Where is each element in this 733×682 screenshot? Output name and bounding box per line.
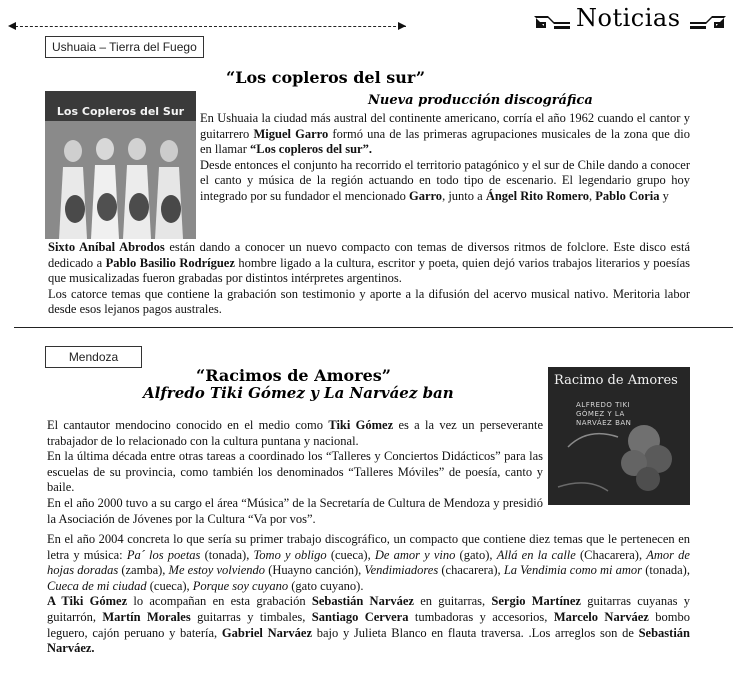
- article-paragraph: Sixto Aníbal Abrodos están dando a conocer un nuevo compacto con temas de diversos ritmos de folclore. Este disco está dedicado a Pablo Basilio Rodríguez hombre ligado a la cultura, escritor y poeta, quien dejó varios trabajos literarios y poesías que musicalizadas fueron grabadas por distintos intérpretes argentinos.: [48, 240, 691, 286]
- album-cover-title: Racimo de Amores: [554, 373, 678, 388]
- article-paragraph: Desde entonces el conjunto ha recorrido el territorio patagónico y el sur de Chile dando a conocer el canto y música de la región actuando en todo tipo de escenario. El legendario grupo hoy integrado por su fundador el mencionado Garro, junto a Ángel Rito Romero, Pablo Coria y: [200, 157, 690, 203]
- album-cover-subtitle: ALFREDO TIKI GÓMEZ Y LA NARVÁEZ BAN: [576, 401, 632, 427]
- article-body-top: [47, 418, 543, 527]
- emphasized-name: Gabriel Narváez: [221, 625, 312, 640]
- album-cover-image: [548, 367, 690, 505]
- emphasized-name: A Tiki Gómez: [47, 594, 128, 609]
- song-title: Vendimiadores: [364, 563, 439, 578]
- header-dashed-line: [10, 26, 406, 27]
- song-title: De amor y vino: [374, 547, 456, 562]
- greek-key-ornament-icon: [690, 14, 726, 30]
- emphasized-name: Pablo Coria: [595, 188, 660, 203]
- song-title: Me estoy volviendo: [168, 563, 266, 578]
- article-body-bottom: [47, 532, 690, 657]
- greek-key-ornament-icon: [534, 14, 570, 30]
- emphasized-name: Sebastián Narváez.: [47, 625, 691, 656]
- article-paragraph: En Ushuaia la ciudad más austral del continente americano, corría el año 1962 cuando el cantor y guitarrero Miguel Garro formó una de las primeras agrupaciones musicales de la zona que dio en llamar “Los copleros del sur”.: [200, 111, 691, 157]
- article-subtitle: Alfredo Tiki Gómez y La Narváez ban: [143, 384, 454, 402]
- article-paragraph: En el año 2000 tuvo a su cargo el área “Música” de la Secretaría de Cultura de Mendoza y presidió la Asociación de Jóvenes por la Cultura “Va por vos”.: [47, 495, 543, 526]
- location-label: Ushuaia – Tierra del Fuego: [45, 36, 204, 58]
- emphasized-name: Martín Morales: [102, 609, 191, 624]
- song-title: Allá en la calle: [496, 547, 576, 562]
- article-paragraph: A Tiki Gómez lo acompañan en esta grabación Sebastián Narváez en guitarras, Sergio Martínez guitarras cuyanas y guitarrón, Martín Morales guitarras y timbales, Santiago Cervera tumbadoras y accesorios, Marcelo Narváez bombo leguero, cajón peruano y batería, Gabriel Narváez bajo y Julieta Blanco en flauta traversa. .Los arreglos son de Sebastián Narváez.: [47, 594, 691, 656]
- song-title: Amor de hojas doradas: [47, 547, 690, 578]
- section-header: [534, 4, 728, 36]
- section-title: Noticias: [576, 4, 681, 32]
- album-cover-image: [45, 91, 196, 239]
- emphasized-name: Ángel Rito Romero: [485, 188, 590, 203]
- song-title: Tomo y obligo: [253, 547, 327, 562]
- article-paragraph: En la última década entre otras tareas a coordinado los “Talleres y Conciertos Didácticos” para las escuelas de su provincia, como también los denominados “Talleres Móviles” de poesía, canto y baile.: [47, 449, 543, 495]
- song-title: Pa´ los poetas: [126, 547, 201, 562]
- emphasized-name: Sergio Martínez: [491, 594, 581, 609]
- article-title: “Racimos de Amores”: [196, 366, 392, 385]
- emphasized-name: Sebastián Narváez: [311, 594, 414, 609]
- location-label: Mendoza: [45, 346, 142, 368]
- emphasized-name: Miguel Garro: [253, 126, 329, 141]
- article-paragraph: Los catorce temas que contiene la grabación son testimonio y aporte a la difusión del acervo musical nativo. Meritoria labor desde esos lejanos pagos australes.: [48, 286, 690, 317]
- emphasized-name: Marcelo Narváez: [553, 609, 649, 624]
- emphasized-name: Garro: [408, 188, 443, 203]
- album-cover-title: Los Copleros del Sur: [56, 105, 185, 118]
- arrow-left-icon: [8, 22, 16, 30]
- arrow-right-icon: [398, 22, 406, 30]
- article-paragraph: El cantautor mendocino conocido en el medio como Tiki Gómez es a la vez un perseverante trabajador de lo relacionado con la cultura puntana y nacional.: [47, 418, 544, 448]
- article-body-top: [200, 111, 690, 205]
- emphasized-name: Pablo Basilio Rodríguez: [105, 255, 235, 270]
- emphasized-name: Santiago Cervera: [311, 609, 409, 624]
- article-paragraph: En el año 2004 concreta lo que sería su primer trabajo discográfico, un compacto que contiene diez temas que le pertenecen en letra y música: Pa´ los poetas (tonada), Tomo y obligo (cueca), De amor y vino (gato), Allá en la calle (Chacarera), Amor de hojas doradas (zamba), Me estoy volviendo (Huayno canción), Vendimiadores (chacarera), La Vendimia como mi amor (tonada), Cueca de mi ciudad (cueca), Porque soy cuyano (gato cuyano).: [47, 532, 690, 593]
- section-divider: [14, 327, 733, 328]
- article-body-bottom: [48, 240, 690, 318]
- article-subtitle: Nueva producción discográfica: [368, 93, 593, 108]
- song-title: Porque soy cuyano: [192, 578, 289, 593]
- song-title: Cueca de mi ciudad: [47, 578, 147, 593]
- song-title: La Vendimia como mi amor: [503, 563, 643, 578]
- emphasized-name: “Los copleros del sur”.: [249, 142, 372, 157]
- emphasized-name: Sixto Aníbal Abrodos: [48, 240, 165, 254]
- article-title: “Los copleros del sur”: [226, 68, 426, 87]
- emphasized-name: Tiki Gómez: [328, 418, 394, 432]
